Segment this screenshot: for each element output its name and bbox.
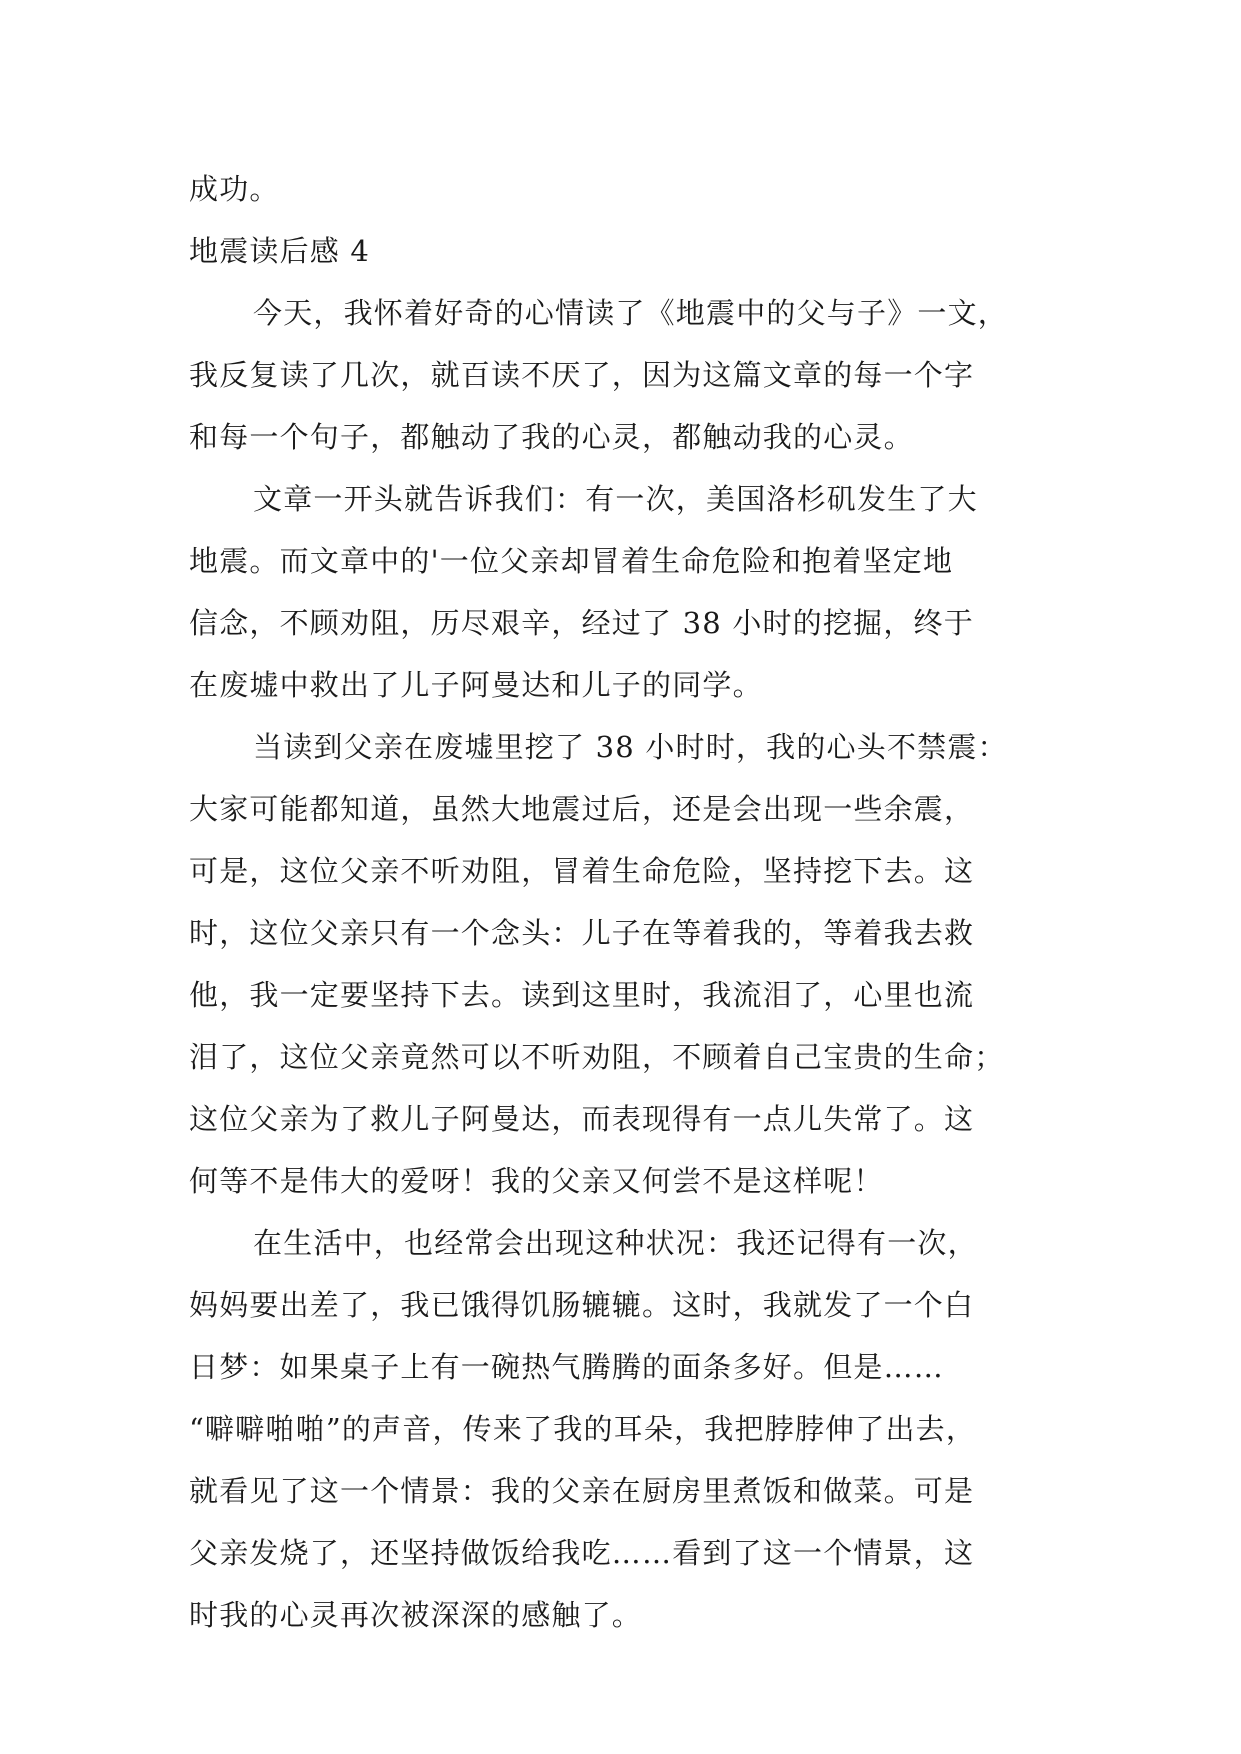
text-line: 时我的心灵再次被深深的感触了。 bbox=[189, 1598, 643, 1632]
text-line: 可是，这位父亲不听劝阻，冒着生命危险，坚持挖下去。这 bbox=[189, 854, 975, 888]
text-line: 日梦：如果桌子上有一碗热气腾腾的面条多好。但是…… bbox=[189, 1350, 945, 1384]
text-line: 在废墟中救出了儿子阿曼达和儿子的同学。 bbox=[189, 668, 763, 702]
text-line: 地震。而文章中的'一位父亲却冒着生命危险和抱着坚定地 bbox=[189, 544, 954, 578]
text-line: 我反复读了几次，就百读不厌了，因为这篇文章的每一个字 bbox=[189, 358, 975, 392]
text-line: 文章一开头就告诉我们：有一次，美国洛杉矶发生了大 bbox=[253, 482, 978, 516]
body-text bbox=[189, 158, 1051, 1646]
text-line: 他，我一定要坚持下去。读到这里时，我流泪了，心里也流 bbox=[189, 978, 975, 1012]
text-line: 今天，我怀着好奇的心情读了《地震中的父与子》一文， bbox=[253, 296, 1009, 330]
text-line: “噼噼啪啪”的声音，传来了我的耳朵，我把脖脖伸了出去， bbox=[189, 1412, 977, 1446]
text-line: 泪了，这位父亲竟然可以不听劝阻，不顾着自己宝贵的生命； bbox=[189, 1040, 1005, 1074]
text-line: 大家可能都知道，虽然大地震过后，还是会出现一些余震， bbox=[189, 792, 975, 826]
text-line: 妈妈要出差了，我已饿得饥肠辘辘。这时，我就发了一个白 bbox=[189, 1288, 975, 1322]
section-heading: 地震读后感 4 bbox=[189, 234, 371, 268]
text-line: 何等不是伟大的爱呀！我的父亲又何尝不是这样呢！ bbox=[189, 1164, 884, 1198]
text-line: 父亲发烧了，还坚持做饭给我吃……看到了这一个情景，这 bbox=[189, 1536, 975, 1570]
paragraph-first-line bbox=[189, 282, 1051, 344]
text-line: 和每一个句子，都触动了我的心灵，都触动我的心灵。 bbox=[189, 420, 914, 454]
text-line: 信念，不顾劝阻，历尽艰辛，经过了 38 小时的挖掘，终于 bbox=[189, 606, 974, 640]
paragraph-first-line bbox=[189, 716, 1051, 778]
text-line: 时，这位父亲只有一个念头：儿子在等着我的，等着我去救 bbox=[189, 916, 975, 950]
text-line: 成功。 bbox=[189, 172, 280, 206]
text-line: 在生活中，也经常会出现这种状况：我还记得有一次， bbox=[253, 1226, 978, 1260]
paragraph-first-line bbox=[189, 1212, 1051, 1274]
text-line: 当读到父亲在废墟里挖了 38 小时时，我的心头不禁震： bbox=[253, 730, 1008, 764]
text-line: 这位父亲为了救儿子阿曼达，而表现得有一点儿失常了。这 bbox=[189, 1102, 975, 1136]
paragraph-first-line bbox=[189, 468, 1051, 530]
text-line: 就看见了这一个情景：我的父亲在厨房里煮饭和做菜。可是 bbox=[189, 1474, 975, 1508]
